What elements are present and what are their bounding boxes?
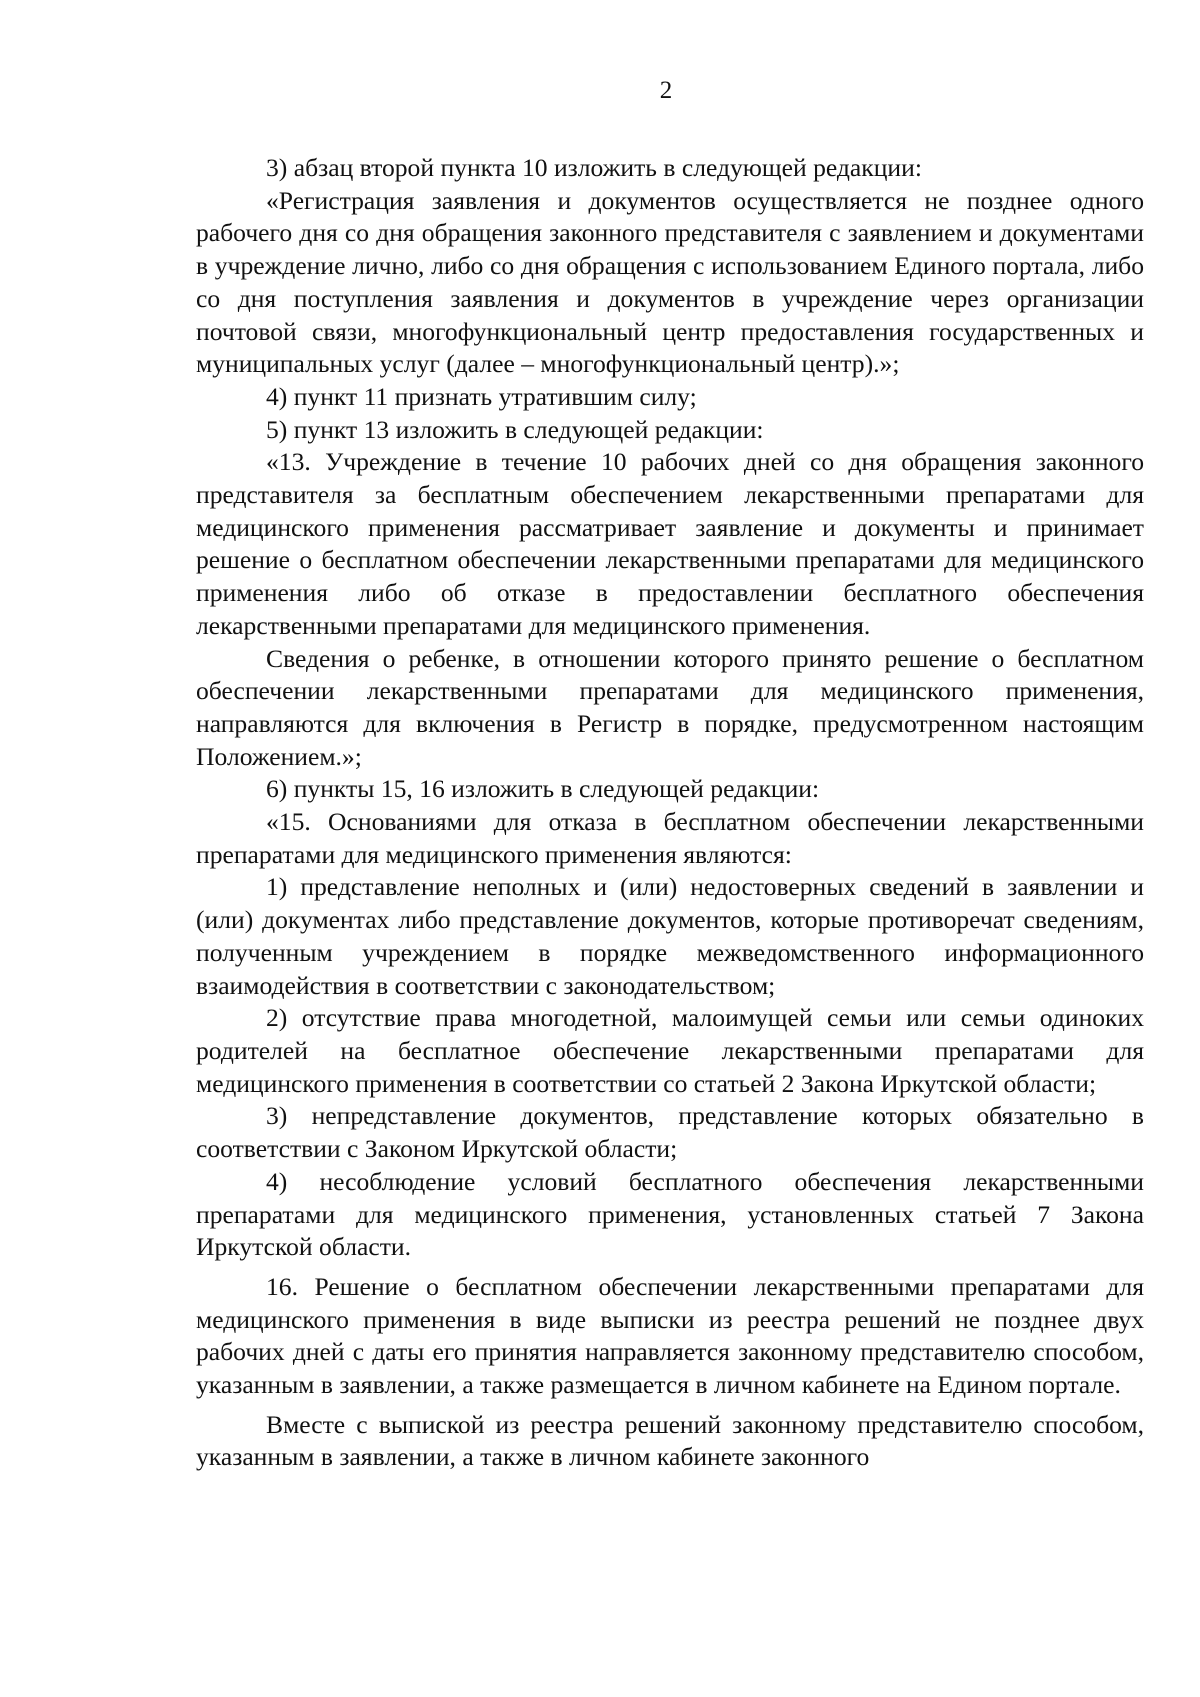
paragraph: 4) пункт 11 признать утратившим силу; (266, 381, 697, 411)
paragraph: «Регистрация заявления и документов осуществляется не позднее одного рабочего дня со дня обращения законного представителя с заявлением и документами в учреждение лично, либо со дня обращения с использованием Единого портала, либо со дня поступления заявления и документов в учреждение через организации почтовой связи, многофункциональный центр предоставления государственных и муниципальных услуг (далее – многофункциональный центр).»; (196, 185, 1144, 379)
paragraph: 4) несоблюдение условий бесплатного обеспечения лекарственными препаратами для медицинского применения, установленных статьей 7 Закона Иркутской области. (196, 1166, 1144, 1262)
paragraph: 16. Решение о бесплатном обеспечении лекарственными препаратами для медицинского применения в виде выписки из реестра решений не позднее двух рабочих дней с даты его принятия направляется законному представителю способом, указанным в заявлении, а также размещается в личном кабинете на Едином портале. (196, 1271, 1144, 1400)
paragraph: Сведения о ребенке, в отношении которого принято решение о бесплатном обеспечении лекарственными препаратами для медицинского применения, направляются для включения в Регистр в порядке, предусмотренном настоящим Положением.»; (196, 643, 1144, 771)
paragraph: 1) представление неполных и (или) недостоверных сведений в заявлении и (или) документах либо представление документов, которые противоречат сведениям, полученным учреждением в порядке межведомственного информационного взаимодействия в соответствии с законодательством; (196, 872, 1144, 1000)
paragraph: 5) пункт 13 изложить в следующей редакции: (266, 414, 764, 444)
paragraph: «13. Учреждение в течение 10 рабочих дней со дня обращения законного представителя за бесплатным обеспечением лекарственными препаратами для медицинского применения рассматривает заявление и документы и принимает решение о бесплатном обеспечении лекарственными препаратами для медицинского применения либо об отказе в предоставлении бесплатного обеспечения лекарственными препаратами для медицинского применения. (196, 447, 1144, 640)
paragraph: 2) отсутствие права многодетной, малоимущей семьи или семьи одиноких родителей на бесплатное обеспечение лекарственными препаратами для медицинского применения в соответствии со статьей 2 Закона Иркутской области; (196, 1003, 1144, 1098)
paragraph: 3) непредставление документов, представление которых обязательно в соответствии с Законом Иркутской области; (196, 1101, 1144, 1164)
document-body (196, 152, 1144, 1474)
paragraph: Вместе с выпиской из реестра решений законному представителю способом, указанным в заявлении, а также в личном кабинете законного (196, 1409, 1144, 1472)
paragraph: «15. Основаниями для отказа в бесплатном обеспечении лекарственными препаратами для медицинского применения являются: (196, 807, 1144, 869)
paragraph: 3) абзац второй пункта 10 изложить в следующей редакции: (266, 153, 922, 182)
paragraph: 6) пункты 15, 16 изложить в следующей редакции: (266, 774, 820, 804)
page-number: 2 (659, 77, 673, 104)
